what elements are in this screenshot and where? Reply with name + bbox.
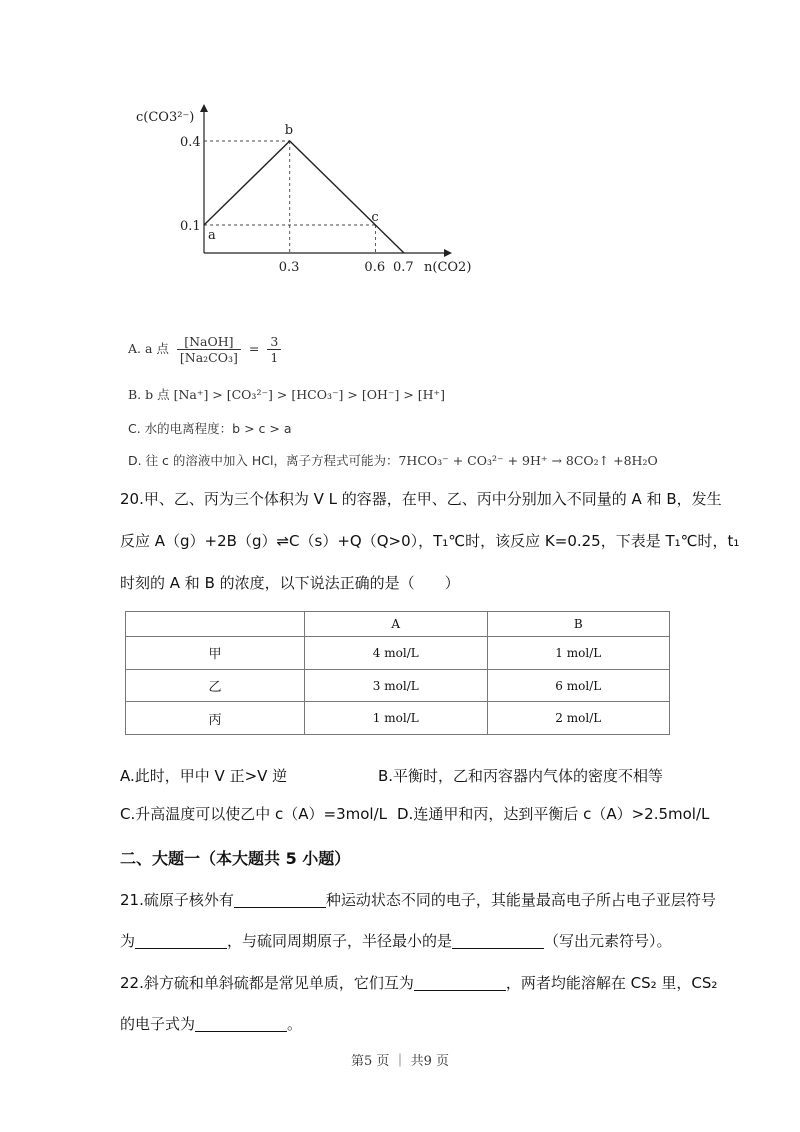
page-footer: 第5 页 ｜ 共9 页 <box>350 1054 450 1069</box>
table-cell: 4 mol/L <box>305 637 488 670</box>
table-cell: 甲 <box>126 637 305 670</box>
naoh-ratio-fraction <box>177 334 241 365</box>
co3-concentration-chart <box>0 0 800 300</box>
q21-text: ，与硫同周期原子，半径最小的是 <box>227 932 453 950</box>
q20-line-2: 反应 A（g）+2B（g）⇌C（s）+Q（Q>0），T₁℃时，该反应 K=0.25，下表是 T₁℃时，t₁ <box>120 532 740 550</box>
ratio-numerator: 3 <box>267 334 281 350</box>
fraction-numerator: [NaOH] <box>177 334 241 350</box>
option-19-b: B. b 点 [Na⁺] > [CO₃²⁻] > [HCO₃⁻] > [OH⁻] > [H⁺] <box>128 387 446 402</box>
q20-option-a: A.此时，甲中 V 正>V 逆 <box>120 767 288 785</box>
answer-blank[interactable] <box>414 974 506 991</box>
answer-blank[interactable] <box>452 932 544 949</box>
q20-option-d: D.连通甲和丙，达到平衡后 c（A）>2.5mol/L <box>397 805 710 823</box>
answer-blank[interactable] <box>234 891 326 908</box>
option-19-a <box>128 334 285 365</box>
table-header-cell: B <box>487 612 670 637</box>
q22-text: 的电子式为 <box>120 1015 196 1033</box>
option-d-text: D. 往 c 的溶液中加入 HCl，离子方程式可能为： <box>128 453 399 468</box>
q20-line-1: 20.甲、乙、丙为三个体积为 V L 的容器，在甲、乙、丙中分别加入不同量的 A 和 B，发生 <box>120 490 722 508</box>
point-label: b <box>284 123 294 138</box>
table-header-cell <box>126 612 305 637</box>
q21-line-2 <box>120 930 672 951</box>
q22-text: 。 <box>287 1015 303 1033</box>
section-title: 二、大题一（本大题共 5 小题） <box>120 849 351 868</box>
answer-blank[interactable] <box>135 932 227 949</box>
answer-blank[interactable] <box>195 1015 287 1032</box>
table-row <box>126 637 670 670</box>
equals-sign: = <box>248 341 260 356</box>
option-19-d <box>128 451 658 469</box>
y-tick-label: 0.1 <box>180 219 201 234</box>
q20-option-c: C.升高温度可以使乙中 c（A）=3mol/L <box>120 805 387 823</box>
option-a-prefix: A. a 点 <box>128 341 169 356</box>
fraction-denominator: [Na₂CO₃] <box>179 350 238 365</box>
y-tick-label: 0.4 <box>180 135 201 150</box>
point-label: a <box>208 228 216 243</box>
option-d-equation: 7HCO₃⁻ + CO₃²⁻ + 9H⁺ → 8CO₂↑ +8H₂O <box>398 453 658 468</box>
q20-option-b: B.平衡时，乙和丙容器内气体的密度不相等 <box>378 767 664 785</box>
q22-text: 22.斜方硫和单斜硫都是常见单质，它们互为 <box>120 974 414 992</box>
ratio-denominator: 1 <box>270 350 279 365</box>
series-line <box>204 141 404 253</box>
concentration-table <box>125 611 670 735</box>
table-header-cell: A <box>305 612 488 637</box>
table-cell: 6 mol/L <box>487 669 670 702</box>
q21-text: 种运动状态不同的电子，其能量最高电子所占电子亚层符号 <box>325 891 716 909</box>
q22-text: ，两者均能溶解在 CS₂ 里，CS₂ <box>505 974 718 992</box>
q20-line-3: 时刻的 A 和 B 的浓度，以下说法正确的是（ ） <box>120 574 460 592</box>
table-cell: 2 mol/L <box>487 702 670 735</box>
table-header-row <box>126 612 670 637</box>
table-cell: 丙 <box>126 702 305 735</box>
table-cell: 1 mol/L <box>487 637 670 670</box>
ratio-value-fraction <box>267 334 281 365</box>
q22-line-2 <box>120 1013 302 1034</box>
option-19-c: C. 水的电离程度：b > c > a <box>128 421 292 436</box>
table-row <box>126 669 670 702</box>
table-cell: 乙 <box>126 669 305 702</box>
table-cell: 1 mol/L <box>305 702 488 735</box>
y-axis-arrow <box>200 104 208 112</box>
table-cell: 3 mol/L <box>305 669 488 702</box>
q21-line-1 <box>120 889 716 910</box>
x-tick-label: 0.3 <box>278 260 300 275</box>
q21-text: 21.硫原子核外有 <box>120 891 234 909</box>
q21-text: （写出元素符号）。 <box>544 932 672 950</box>
x-tick-label: 0.7 <box>393 260 414 275</box>
q21-text: 为 <box>120 932 136 950</box>
table-row <box>126 702 670 735</box>
x-axis-label: n(CO2) <box>424 260 472 275</box>
q22-line-1 <box>120 972 717 993</box>
point-label: c <box>371 210 379 225</box>
x-axis-arrow <box>444 249 452 257</box>
x-tick-label: 0.6 <box>364 260 386 275</box>
y-axis-label: c(CO3²⁻) <box>136 110 195 125</box>
